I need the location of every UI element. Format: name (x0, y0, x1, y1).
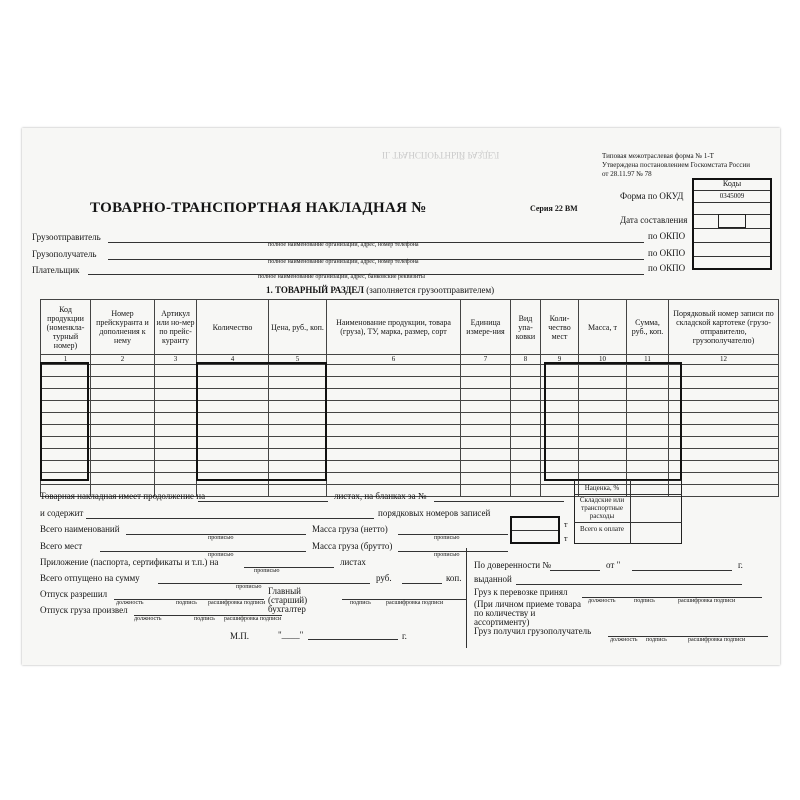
decoding-hint: расшифровка подписи (386, 600, 444, 606)
table-cell[interactable] (155, 365, 197, 377)
table-cell[interactable] (91, 437, 155, 449)
year-label: г. (738, 560, 743, 570)
total-names-label: Всего наименований (40, 524, 120, 534)
section-title-text: 1. ТОВАРНЫЙ РАЗДЕЛ (266, 285, 365, 295)
qty-group-outline (40, 362, 89, 481)
ton-unit: т (564, 534, 568, 543)
table-cell[interactable] (669, 413, 779, 425)
total-places-field[interactable] (100, 551, 306, 552)
contains-label: и содержит (40, 508, 84, 518)
table-cell[interactable] (669, 425, 779, 437)
kop-label: коп. (446, 573, 462, 583)
table-cell[interactable] (155, 377, 197, 389)
proxy-label: По доверенности № (474, 560, 551, 570)
table-cell[interactable] (511, 365, 541, 377)
in-words-hint: прописью (434, 552, 460, 558)
table-cell[interactable] (327, 401, 461, 413)
col-number: 7 (461, 355, 511, 365)
table-cell[interactable] (327, 365, 461, 377)
okpo-label-shipper: по ОКПО (648, 231, 686, 241)
net-mass-label: Масса груза (нетто) (312, 524, 388, 534)
in-words-hint: прописью (236, 584, 262, 590)
table-cell[interactable] (155, 437, 197, 449)
series-label: Серия 22 ВМ (530, 204, 578, 213)
date-compiled-label: Дата составления (620, 215, 688, 225)
table-cell[interactable] (327, 425, 461, 437)
decoding-hint: расшифровка подписи (224, 616, 282, 622)
count-price-outline (196, 362, 327, 481)
in-words-hint: прописью (208, 535, 234, 541)
table-cell[interactable] (461, 485, 511, 497)
total-payment-label (576, 525, 628, 533)
table-cell[interactable] (511, 485, 541, 497)
table-cell[interactable] (669, 401, 779, 413)
show-through-text: II. ТРАНСПОРТНЫЙ РАЗДЕЛ (382, 150, 500, 160)
table-cell[interactable] (461, 413, 511, 425)
table-cell[interactable] (511, 389, 541, 401)
okud-label: Форма по ОКУД (620, 191, 684, 201)
warehouse-costs-text: Складские или транспортные расходы (579, 496, 625, 520)
proxy-from-label: от " (606, 560, 621, 570)
in-words-hint: прописью (254, 568, 280, 574)
date-quote: "____" (278, 630, 304, 640)
position-hint: должность (610, 637, 638, 643)
ton-unit: т (564, 520, 568, 529)
total-released-label: Всего отпущено на сумму (40, 573, 140, 583)
issued-label: выданной (474, 574, 512, 584)
col-header: Количество (197, 300, 269, 355)
col-header: Наименование продукции, товара (груза), ТУ, марка, размер, сорт (327, 300, 461, 355)
col-number: 3 (155, 355, 197, 365)
attachment-label: Приложение (паспорта, сертификаты и т.п.) на (40, 557, 219, 567)
table-cell[interactable] (91, 389, 155, 401)
table-cell[interactable] (327, 437, 461, 449)
table-cell[interactable] (327, 413, 461, 425)
total-places-label: Всего мест (40, 541, 83, 551)
section-note: (заполняется грузоотправителем) (366, 285, 495, 295)
col-number: 12 (669, 355, 779, 365)
position-hint: должность (116, 600, 144, 606)
table-cell[interactable] (91, 413, 155, 425)
table-cell[interactable] (669, 377, 779, 389)
table-cell[interactable] (91, 365, 155, 377)
form-title: ТОВАРНО-ТРАНСПОРТНАЯ НАКЛАДНАЯ № (90, 200, 427, 216)
personal-acceptance-text: (При личном приеме товара по количеству и ассортименту) (474, 599, 581, 627)
table-cell[interactable] (669, 473, 779, 485)
table-cell[interactable] (511, 401, 541, 413)
col-header: Сумма, руб., коп. (627, 300, 669, 355)
approval-date-note: от 28.11.97 № 78 (602, 170, 652, 178)
in-words-hint: прописью (208, 552, 234, 558)
table-cell[interactable] (669, 485, 779, 497)
places-mass-sum-outline (544, 362, 682, 481)
table-cell[interactable] (155, 413, 197, 425)
table-cell[interactable] (461, 437, 511, 449)
contains-field[interactable] (86, 518, 374, 519)
table-cell[interactable] (461, 389, 511, 401)
table-cell[interactable] (91, 461, 155, 473)
stamp-label: М.П. (230, 631, 250, 641)
table-cell[interactable] (669, 461, 779, 473)
table-cell[interactable] (461, 401, 511, 413)
table-cell[interactable] (461, 365, 511, 377)
col-number: 8 (511, 355, 541, 365)
table-cell[interactable] (511, 449, 541, 461)
table-cell[interactable] (461, 449, 511, 461)
personal-acceptance-note (474, 600, 592, 627)
proxy-date-field[interactable] (632, 570, 732, 571)
decoding-hint: расшифровка подписи (688, 637, 746, 643)
issued-field[interactable] (516, 584, 742, 585)
table-cell[interactable] (327, 461, 461, 473)
shipper-label: Грузоотправитель (32, 232, 101, 242)
table-cell[interactable] (327, 389, 461, 401)
table-cell[interactable] (155, 461, 197, 473)
table-cell[interactable] (461, 473, 511, 485)
in-words-hint: прописью (434, 535, 460, 541)
col-number: 1 (41, 355, 91, 365)
col-number: 2 (91, 355, 155, 365)
release-date-field[interactable] (308, 639, 398, 640)
table-cell[interactable] (197, 485, 269, 497)
table-cell[interactable] (461, 425, 511, 437)
col-header: Цена, руб., коп. (269, 300, 327, 355)
col-number: 10 (579, 355, 627, 365)
consignee-label: Грузополучатель (32, 249, 97, 259)
col-number: 9 (541, 355, 579, 365)
warehouse-costs-label (576, 496, 628, 520)
table-cell[interactable] (327, 449, 461, 461)
forms-number-field[interactable] (434, 501, 564, 502)
rub-label: руб. (376, 573, 392, 583)
table-cell[interactable] (91, 473, 155, 485)
table-cell[interactable] (155, 425, 197, 437)
chief-accountant-label (268, 587, 338, 614)
col-number: 6 (327, 355, 461, 365)
table-cell[interactable] (511, 377, 541, 389)
received-label: Груз получил грузополучатель (474, 626, 592, 636)
col-header: Код продукции (номенкла-турный номер) (41, 300, 91, 355)
col-number: 11 (627, 355, 669, 365)
okud-code: 0345009 (719, 192, 745, 200)
signature-hint: подпись (646, 637, 667, 643)
table-cell[interactable] (669, 389, 779, 401)
table-cell[interactable] (511, 413, 541, 425)
sheets-label: листах (340, 557, 366, 567)
chief-accountant-text: Главный (старший) бухгалтер (268, 586, 308, 614)
table-cell[interactable] (155, 389, 197, 401)
col-header: Артикул или но-мер по прейс-куранту (155, 300, 197, 355)
table-cell[interactable] (91, 425, 155, 437)
table-cell[interactable] (511, 461, 541, 473)
signature-hint: подпись (350, 600, 371, 606)
form-type-note: Типовая межотраслевая форма № 1-Т (602, 152, 714, 160)
table-cell[interactable] (155, 473, 197, 485)
col-number: 4 (197, 355, 269, 365)
table-cell[interactable] (511, 425, 541, 437)
col-header: Порядковый номер записи по складской картотеке (грузо-отправителю, грузополучателю) (669, 300, 779, 355)
proxy-number-field[interactable] (550, 570, 600, 571)
okpo-label-consignee: по ОКПО (648, 248, 686, 258)
table-cell[interactable] (91, 401, 155, 413)
accepted-transport-label: Груз к перевозке принял (474, 587, 568, 597)
signature-hint: подпись (176, 600, 197, 606)
release-allowed-label: Отпуск разрешил (40, 589, 108, 599)
col-header: Коли-чество мест (541, 300, 579, 355)
markup-label: Наценка, % (584, 484, 620, 492)
total-released-field[interactable] (158, 583, 370, 584)
decoding-hint: расшифровка подписи (678, 598, 736, 604)
table-cell[interactable] (461, 377, 511, 389)
table-cell[interactable] (541, 485, 579, 497)
sheets-forms-label: листах, на бланках за № (334, 491, 427, 501)
year-label: г. (402, 631, 407, 641)
position-hint: должность (134, 616, 162, 622)
section-title (266, 285, 494, 295)
signature-hint: подпись (634, 598, 655, 604)
signature-hint: подпись (194, 616, 215, 622)
table-cell[interactable] (669, 449, 779, 461)
col-header: Единица измере-ния (461, 300, 511, 355)
vertical-divider (466, 548, 467, 648)
table-cell[interactable] (155, 449, 197, 461)
continuation-label: Товарная накладная имеет продолжение на (40, 491, 206, 501)
table-cell[interactable] (327, 473, 461, 485)
released-by-label: Отпуск груза произвел (40, 605, 128, 615)
consignee-hint: полное наименование организации, адрес, номер телефона (268, 259, 419, 265)
table-cell[interactable] (669, 437, 779, 449)
position-hint: должность (588, 598, 616, 604)
shipper-hint: полное наименование организации, адрес, номер телефона (268, 242, 419, 248)
col-header: Номер прейскуранта и дополнения к нему (91, 300, 155, 355)
record-numbers-label: порядковых номеров записей (378, 508, 491, 518)
table-cell[interactable] (269, 485, 327, 497)
okpo-label-payer: по ОКПО (648, 263, 686, 273)
table-header-row (41, 300, 779, 355)
kop-field[interactable] (402, 583, 442, 584)
payer-label: Плательщик (32, 265, 80, 275)
table-cell[interactable] (91, 449, 155, 461)
table-cell[interactable] (669, 365, 779, 377)
col-header: Масса, т (579, 300, 627, 355)
table-cell[interactable] (91, 377, 155, 389)
continuation-sheets-field[interactable] (198, 501, 328, 502)
codes-label: Коды (722, 179, 742, 188)
waybill-form-sheet (22, 128, 780, 665)
table-cell[interactable] (461, 461, 511, 473)
col-number: 5 (269, 355, 327, 365)
table-cell[interactable] (511, 473, 541, 485)
approval-note: Утверждена постановлением Госкомстата России (602, 161, 750, 169)
table-cell[interactable] (155, 401, 197, 413)
table-cell[interactable] (511, 437, 541, 449)
col-header: Вид упа-ковки (511, 300, 541, 355)
payer-hint: полное наименование организации, адрес, банковские реквизиты (258, 274, 425, 280)
table-cell[interactable] (327, 377, 461, 389)
gross-mass-label: Масса груза (брутто) (312, 541, 393, 551)
total-payment-text: Всего к оплате (580, 525, 624, 533)
decoding-hint: расшифровка подписи (208, 600, 266, 606)
